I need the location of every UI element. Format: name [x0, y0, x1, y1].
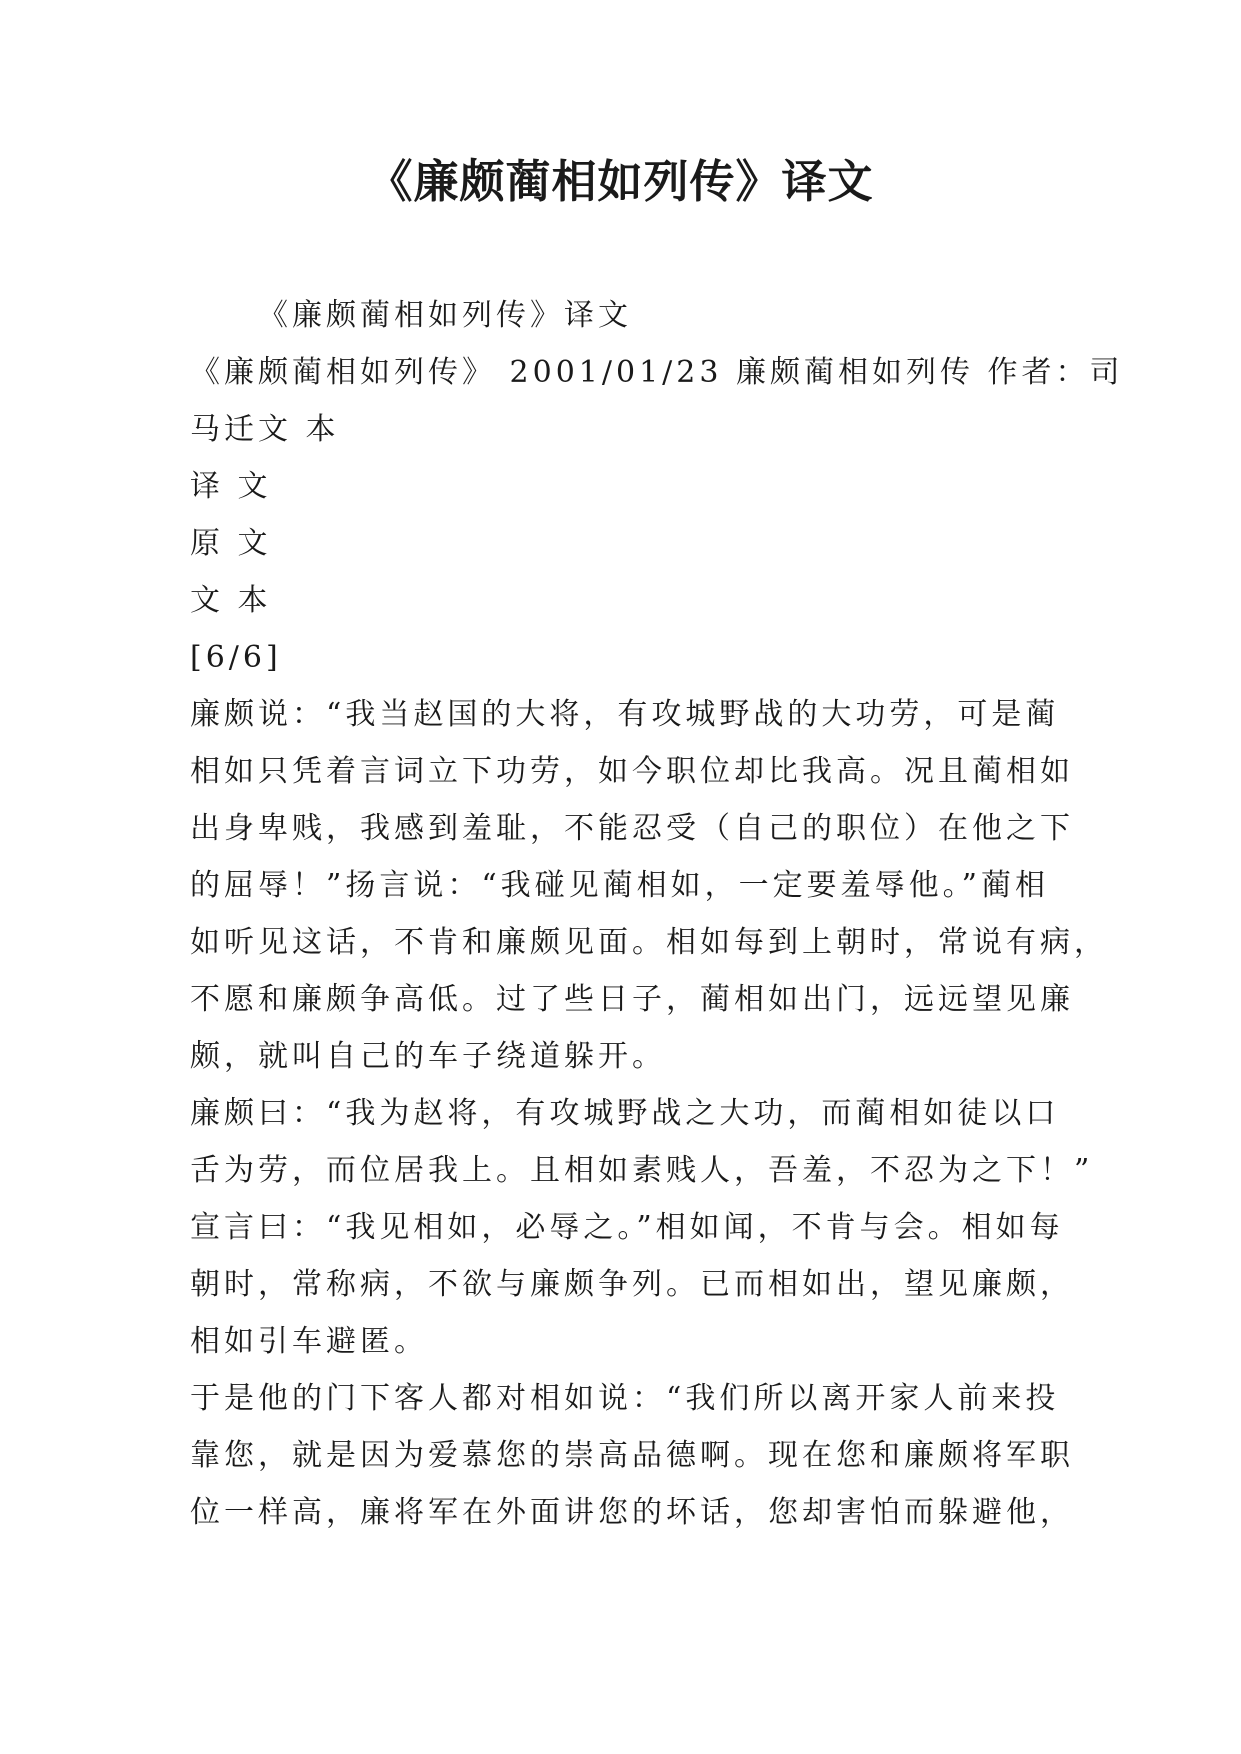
text-line: 位一样高，廉将军在外面讲您的坏话，您却害怕而躲避他，	[190, 1495, 1074, 1530]
text-line: 宣言曰：“我见相如，必辱之。”相如闻，不肯与会。相如每	[190, 1210, 1064, 1245]
section-label: 原 文	[190, 526, 272, 561]
text-line: 如听见这话，不肯和廉颇见面。相如每到上朝时，常说有病，	[190, 925, 1108, 960]
text-line: 靠您，就是因为爱慕您的崇高品德啊。现在您和廉颇将军职	[190, 1438, 1074, 1473]
meta-line: 《廉颇蔺相如列传》 2001/01/23 廉颇蔺相如列传 作者：司	[190, 355, 1124, 390]
text-line: 于是他的门下客人都对相如说：“我们所以离开家人前来投	[190, 1381, 1060, 1416]
text-line: 朝时，常称病，不欲与廉颇争列。已而相如出，望见廉颇，	[190, 1267, 1074, 1302]
text-line: 相如引车避匿。	[190, 1324, 428, 1359]
text-line: 廉颇曰：“我为赵将，有攻城野战之大功，而蔺相如徒以口	[190, 1096, 1060, 1131]
subtitle-line: 《廉颇蔺相如列传》译文	[258, 298, 632, 333]
document-title: 《廉颇蔺相如列传》译文	[367, 155, 874, 208]
text-line: 廉颇说：“我当赵国的大将，有攻城野战的大功劳，可是蔺	[190, 697, 1060, 732]
section-label: 文 本	[190, 583, 272, 618]
text-line: 出身卑贱，我感到羞耻，不能忍受（自己的职位）在他之下	[190, 811, 1074, 846]
page-counter: [6/6]	[190, 640, 282, 675]
text-line: 舌为劳，而位居我上。且相如素贱人，吾羞，不忍为之下！”	[190, 1153, 1094, 1188]
text-line: 的屈辱！”扬言说：“我碰见蔺相如，一定要羞辱他。”蔺相	[190, 868, 1050, 903]
section-label: 译 文	[190, 469, 272, 504]
text-line: 相如只凭着言词立下功劳，如今职位却比我高。况且蔺相如	[190, 754, 1074, 789]
text-line: 不愿和廉颇争高低。过了些日子，蔺相如出门，远远望见廉	[190, 982, 1074, 1017]
text-line: 颇，就叫自己的车子绕道躲开。	[190, 1039, 666, 1074]
meta-line: 马迁文 本	[190, 412, 340, 447]
document-body	[190, 287, 1124, 1541]
